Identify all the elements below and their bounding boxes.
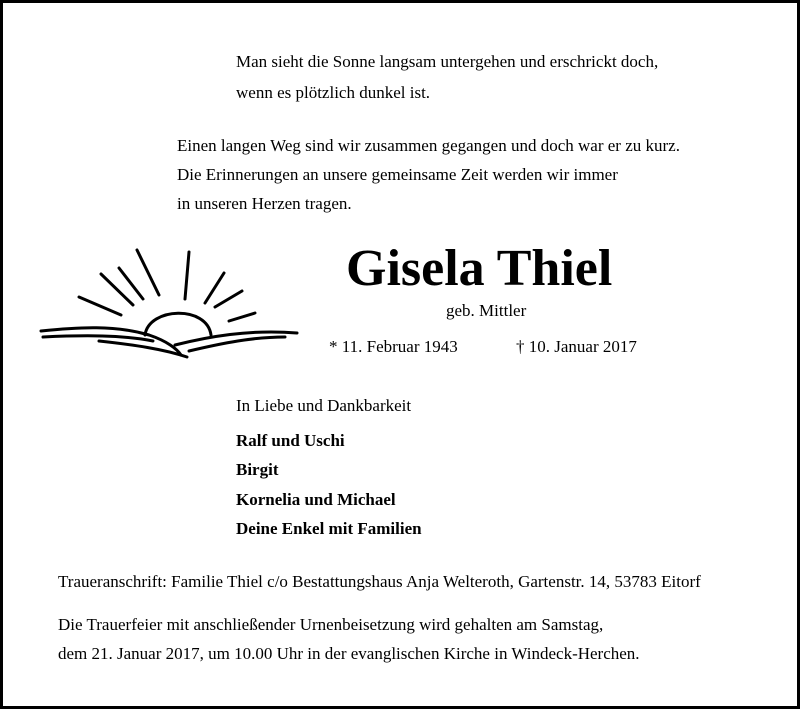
ceremony-line-1: Die Trauerfeier mit anschließender Urnenbeisetzung wird gehalten am Samstag, — [58, 615, 604, 634]
mourners-intro: In Liebe und Dankbarkeit — [236, 396, 412, 415]
sunrise-icon — [39, 241, 303, 361]
sunrise-ray — [185, 252, 189, 299]
ceremony-line-2: dem 21. Januar 2017, um 10.00 Uhr in der evanglischen Kirche in Windeck-Herchen. — [58, 644, 640, 663]
maiden-name: geb. Mittler — [446, 301, 527, 320]
condolence-address: Traueranschrift: Familie Thiel c/o Bestattungshaus Anja Welteroth, Gartenstr. 14, 53783 Eitorf — [58, 572, 701, 591]
mourner-name: Ralf und Uschi — [236, 431, 345, 450]
poem-line-1: Man sieht die Sonne langsam untergehen und erschrickt doch, — [236, 52, 659, 71]
tribute-line-1: Einen langen Weg sind wir zusammen gegangen und doch war er zu kurz. — [177, 136, 680, 155]
sunrise-ray — [205, 273, 224, 303]
poem-line-2: wenn es plötzlich dunkel ist. — [236, 83, 431, 102]
tribute-line-2: Die Erinnerungen an unsere gemeinsame Zeit werden wir immer — [177, 165, 618, 184]
death-date: † 10. Januar 2017 — [516, 337, 637, 356]
sunrise-ray — [229, 313, 255, 321]
mourner-name: Deine Enkel mit Familien — [236, 519, 422, 538]
birth-date: * 11. Februar 1943 — [329, 337, 458, 356]
sunrise-ray — [215, 291, 242, 307]
mourner-name: Birgit — [236, 460, 279, 479]
deceased-name: Gisela Thiel — [346, 240, 613, 297]
sunrise-ray — [79, 297, 121, 315]
mourner-name: Kornelia und Michael — [236, 490, 396, 509]
sunrise-sun — [145, 313, 211, 335]
tribute-line-3: in unseren Herzen tragen. — [177, 194, 352, 213]
sunrise-ray — [137, 250, 159, 295]
